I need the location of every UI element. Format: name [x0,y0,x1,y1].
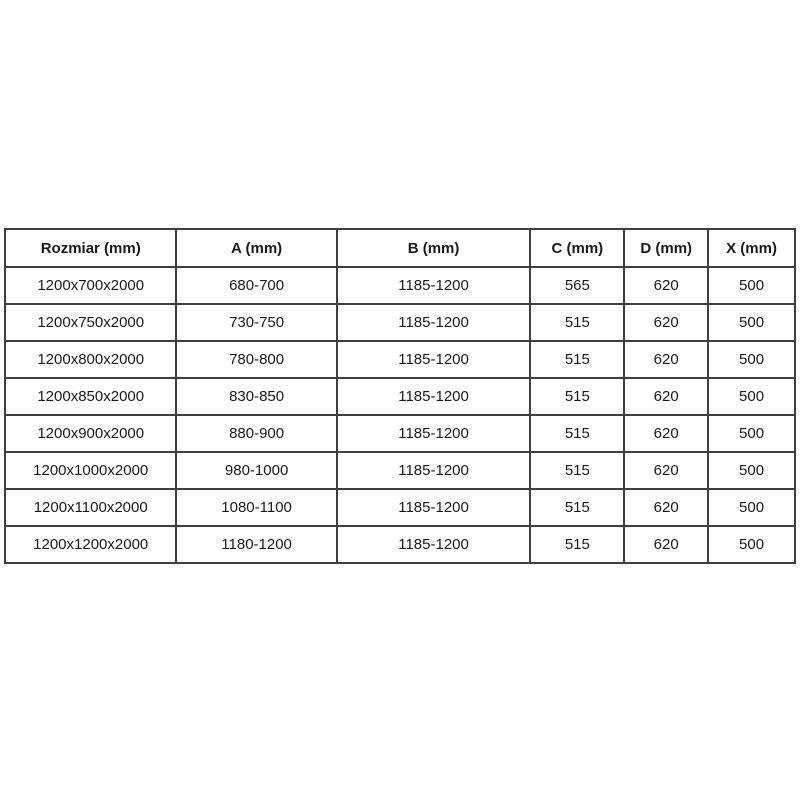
table-cell: 515 [530,526,624,563]
table-cell: 500 [708,378,795,415]
table-cell: 1180-1200 [176,526,336,563]
table-cell: 1185-1200 [337,489,531,526]
table-row [5,526,795,563]
table-cell: 1185-1200 [337,526,531,563]
table-cell: 1200x1200x2000 [5,526,176,563]
table-row [5,452,795,489]
column-header: C (mm) [530,229,624,267]
table-cell: 620 [624,415,708,452]
table-cell: 500 [708,415,795,452]
table-cell: 620 [624,378,708,415]
table-cell: 515 [530,341,624,378]
table-cell: 730-750 [176,304,336,341]
table-row [5,415,795,452]
table-cell: 830-850 [176,378,336,415]
table-cell: 515 [530,304,624,341]
table-cell: 1200x850x2000 [5,378,176,415]
table-header-row [5,229,795,267]
column-header: X (mm) [708,229,795,267]
table-cell: 1185-1200 [337,267,531,304]
table-cell: 620 [624,341,708,378]
table-cell: 1185-1200 [337,378,531,415]
table-cell: 1185-1200 [337,341,531,378]
table-cell: 565 [530,267,624,304]
table-cell: 1200x1000x2000 [5,452,176,489]
table-cell: 880-900 [176,415,336,452]
table-cell: 620 [624,489,708,526]
table-cell: 500 [708,267,795,304]
table-row [5,341,795,378]
table-cell: 515 [530,452,624,489]
table-cell: 780-800 [176,341,336,378]
table-cell: 500 [708,489,795,526]
table-cell: 500 [708,452,795,489]
table-row [5,489,795,526]
table-cell: 620 [624,526,708,563]
table-cell: 1200x750x2000 [5,304,176,341]
column-header: D (mm) [624,229,708,267]
dimensions-table [4,228,796,564]
table-cell: 1200x800x2000 [5,341,176,378]
table-cell: 1200x700x2000 [5,267,176,304]
table-row [5,378,795,415]
table-cell: 1200x1100x2000 [5,489,176,526]
table-cell: 980-1000 [176,452,336,489]
table-cell: 680-700 [176,267,336,304]
table-cell: 515 [530,378,624,415]
table-cell: 500 [708,341,795,378]
table-cell: 620 [624,267,708,304]
table-cell: 620 [624,304,708,341]
table-cell: 1080-1100 [176,489,336,526]
table-cell: 1185-1200 [337,452,531,489]
column-header: B (mm) [337,229,531,267]
table-cell: 1200x900x2000 [5,415,176,452]
table-row [5,304,795,341]
table-cell: 1185-1200 [337,415,531,452]
table-cell: 515 [530,489,624,526]
table-row [5,267,795,304]
table-cell: 500 [708,304,795,341]
column-header: Rozmiar (mm) [5,229,176,267]
table-cell: 1185-1200 [337,304,531,341]
table-cell: 620 [624,452,708,489]
table-cell: 515 [530,415,624,452]
table-cell: 500 [708,526,795,563]
column-header: A (mm) [176,229,336,267]
